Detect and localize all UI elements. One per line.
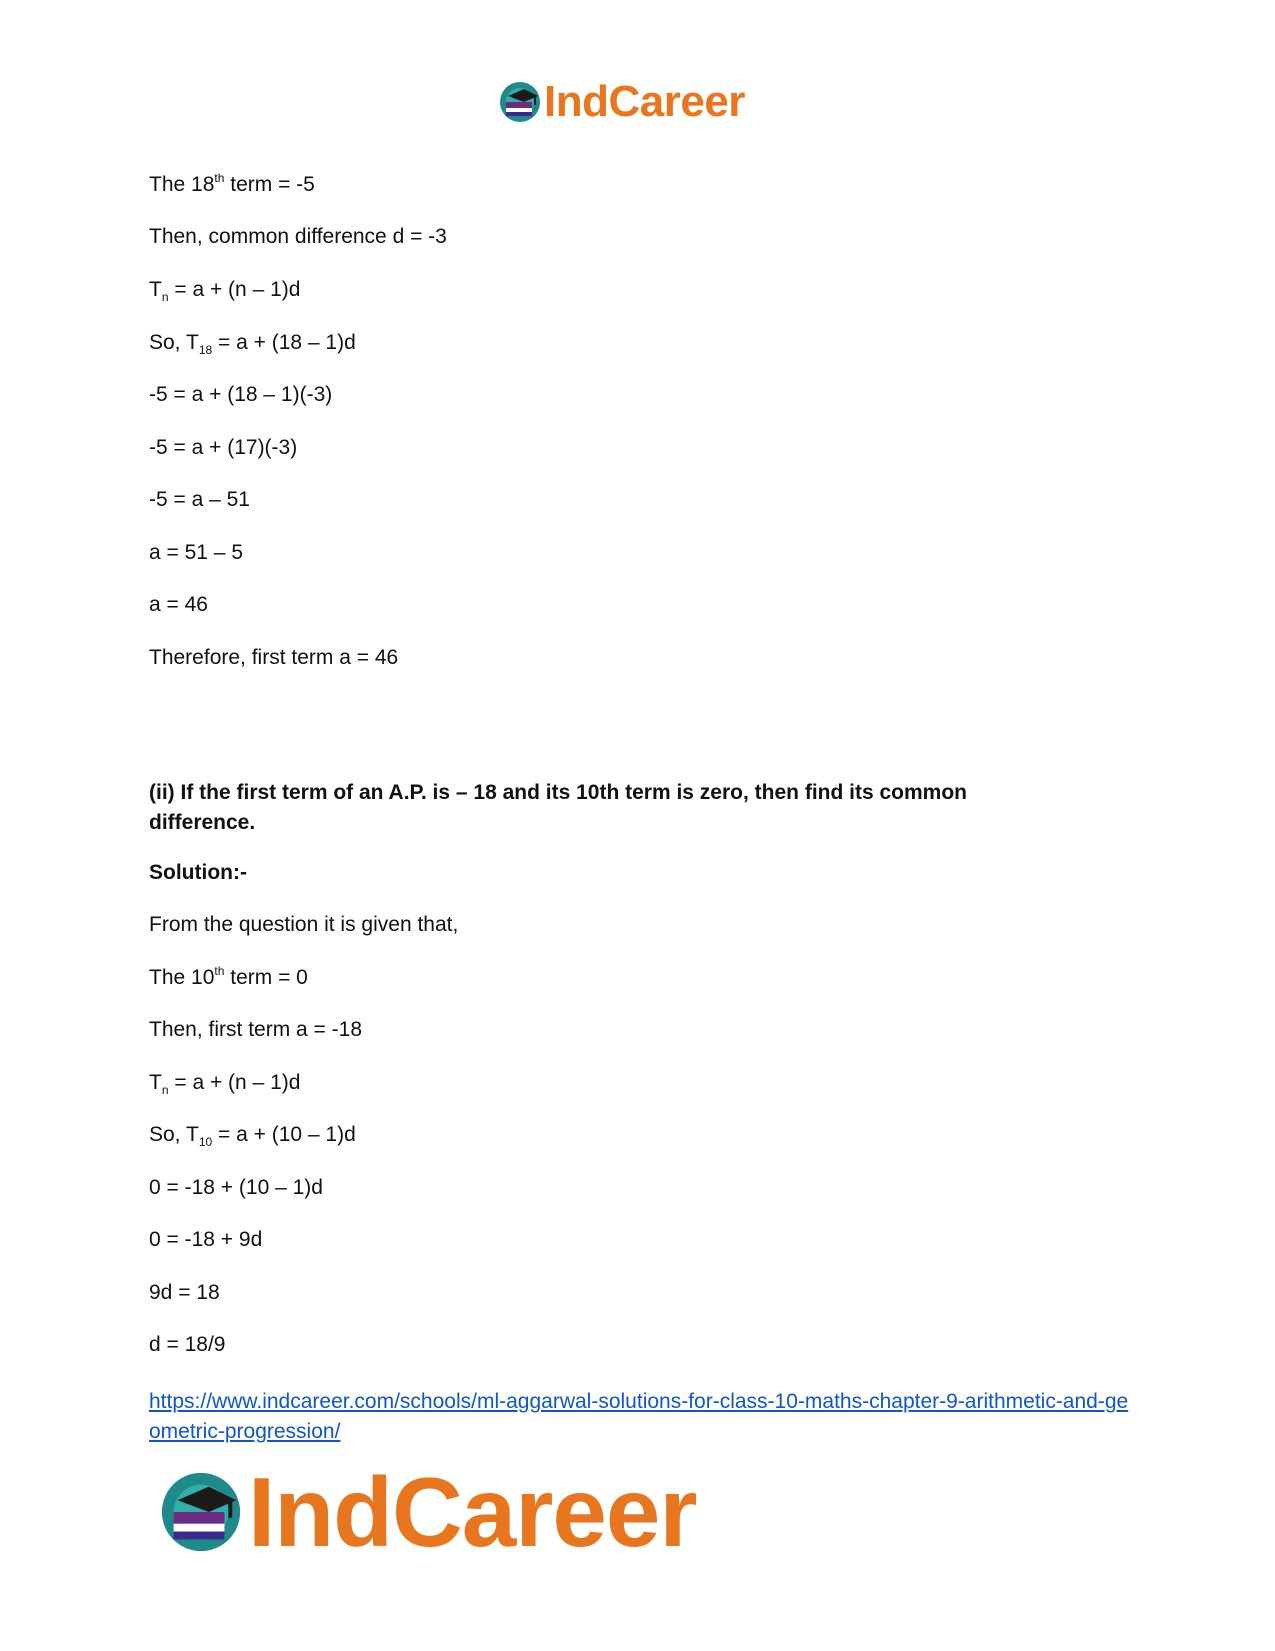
- text-line: Then, first term a = -18: [149, 1018, 362, 1041]
- graduation-book-icon: [498, 80, 542, 124]
- text-line: -5 = a – 51: [149, 488, 250, 511]
- text-line: -5 = a + (18 – 1)(-3): [149, 383, 333, 406]
- text-line: So, $T_{18} = a + (18 - 1)d$: [149, 331, 356, 357]
- text-line: The 18th term = -5: [149, 171, 315, 196]
- text-line: $T_n = a + (n - 1)d$: [149, 278, 301, 304]
- text-line: Therefore, first term a = 46: [149, 646, 399, 669]
- footer-logo: [158, 1457, 697, 1567]
- text-line: 0 = -18 + 9d: [149, 1228, 263, 1251]
- text-line: Then, common difference d = -3: [149, 225, 447, 248]
- text-line: 9d = 18: [149, 1281, 220, 1304]
- text-line: From the question it is given that,: [149, 913, 459, 936]
- source-link[interactable]: https://www.indcareer.com/schools/ml-aggarwal-solutions-for-class-10-maths-chapter-9-arithmetic-and-geometric-progression/: [149, 1390, 1129, 1443]
- header-logo: [498, 77, 745, 126]
- logo-wordmark: IndCareer: [544, 77, 745, 126]
- text-line: a = 51 – 5: [149, 541, 243, 564]
- graduation-book-icon: [158, 1469, 244, 1555]
- text-line: 0 = -18 + (10 – 1)d: [149, 1176, 323, 1199]
- text-line: -5 = a + (17)(-3): [149, 436, 298, 459]
- text-line: d = 18/9: [149, 1333, 226, 1356]
- logo-wordmark: IndCareer: [248, 1457, 697, 1567]
- question-heading: (ii) If the first term of an A.P. is – 18 and its 10th term is zero, then find its common difference.: [149, 781, 967, 834]
- solution-label: Solution:-: [149, 861, 247, 884]
- text-line: The 10th term = 0: [149, 964, 308, 989]
- text-line: So, $T_{10} = a + (10 - 1)d$: [149, 1123, 356, 1149]
- text-line: $T_n = a + (n - 1)d$: [149, 1071, 301, 1097]
- text-line: a = 46: [149, 593, 208, 616]
